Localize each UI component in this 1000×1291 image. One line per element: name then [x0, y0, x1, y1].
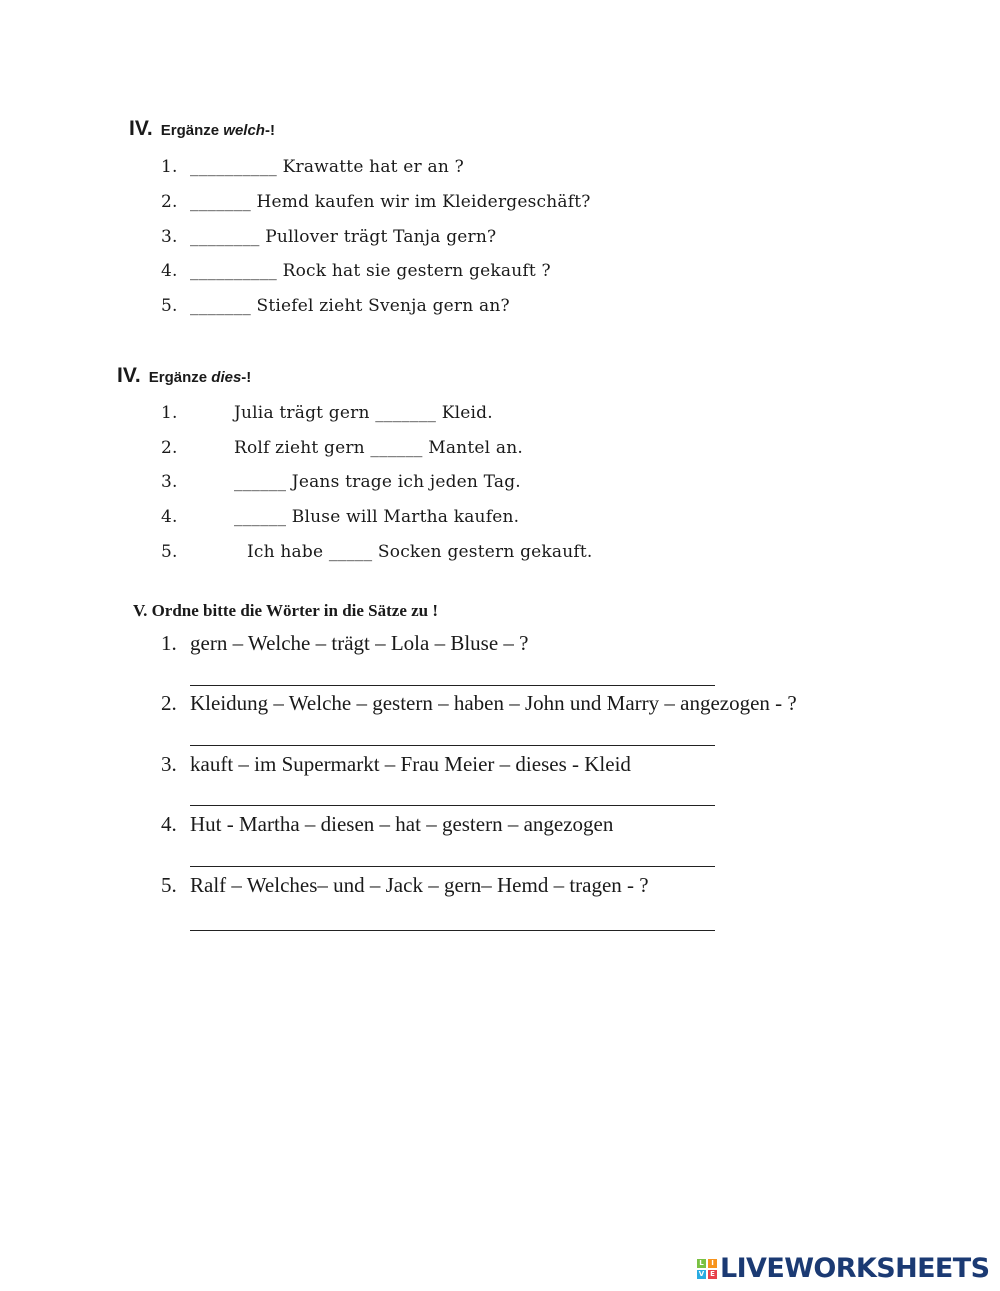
section2-instruction-italic: dies [211, 369, 242, 386]
item-number: 4. [161, 261, 178, 281]
answer-line[interactable] [190, 930, 715, 931]
item-text: Ralf – Welches– und – Jack – gern– Hemd – tragen - ? [190, 873, 649, 897]
item-number: 1. [161, 157, 178, 177]
logo-block-i: I [708, 1259, 717, 1268]
item-text: _______ Stiefel zieht Svenja gern an? [190, 296, 510, 316]
section2-roman: IV. [117, 364, 141, 387]
section2-instruction-suffix: -! [241, 369, 252, 386]
item-text: Ich habe _____ Socken gestern gekauft. [247, 542, 593, 562]
item-number: 4. [161, 507, 178, 527]
item-number: 4. [161, 812, 177, 836]
item-number: 3. [161, 472, 178, 492]
logo-block-e: E [708, 1270, 717, 1279]
logo-block-l: L [697, 1259, 706, 1268]
item-text: Hut - Martha – diesen – hat – gestern – angezogen [190, 812, 614, 836]
logo-text: LIVEWORKSHEETS [720, 1253, 990, 1284]
item-number: 1. [161, 403, 178, 423]
item-text: __________ Rock hat sie gestern gekauft ? [190, 261, 551, 281]
item-text: ________ Pullover trägt Tanja gern? [190, 227, 497, 247]
item-text: kauft – im Supermarkt – Frau Meier – dieses - Kleid [190, 752, 631, 776]
section1-heading [129, 117, 275, 141]
section1-instruction-suffix: -! [264, 122, 275, 139]
item-number: 1. [161, 631, 177, 655]
item-text: Rolf zieht gern ______ Mantel an. [234, 438, 523, 458]
answer-line[interactable] [190, 685, 715, 686]
item-number: 2. [161, 192, 178, 212]
liveworksheets-logo [697, 1254, 989, 1284]
item-number: 5. [161, 296, 178, 316]
answer-line[interactable] [190, 866, 715, 867]
section1-instruction-prefix: Ergänze [160, 122, 224, 139]
item-number: 3. [161, 227, 178, 247]
item-number: 2. [161, 691, 177, 715]
section1-instruction [161, 122, 275, 139]
section3-heading: V. Ordne bitte die Wörter in die Sätze zu ! [133, 601, 439, 620]
item-number: 5. [161, 542, 178, 562]
logo-blocks-icon [697, 1259, 717, 1279]
item-number: 5. [161, 873, 177, 897]
section1-roman: IV. [129, 117, 153, 140]
item-number: 2. [161, 438, 178, 458]
item-text: Julia trägt gern _______ Kleid. [234, 403, 493, 423]
item-text: gern – Welche – trägt – Lola – Bluse – ? [190, 631, 529, 655]
item-text: Kleidung – Welche – gestern – haben – John und Marry – angezogen - ? [190, 691, 797, 715]
section2-instruction-prefix: Ergänze [148, 369, 212, 386]
item-text: ______ Bluse will Martha kaufen. [234, 507, 520, 527]
item-text: ______ Jeans trage ich jeden Tag. [234, 472, 521, 492]
logo-block-v: V [698, 1270, 705, 1278]
item-text: _______ Hemd kaufen wir im Kleidergeschäft? [190, 192, 591, 212]
item-number: 3. [161, 752, 177, 776]
answer-line[interactable] [190, 745, 715, 746]
section2-heading [117, 364, 251, 388]
item-text: __________ Krawatte hat er an ? [190, 157, 464, 177]
section2-instruction [149, 369, 252, 386]
answer-line[interactable] [190, 805, 715, 806]
section1-instruction-italic: welch [223, 122, 265, 139]
